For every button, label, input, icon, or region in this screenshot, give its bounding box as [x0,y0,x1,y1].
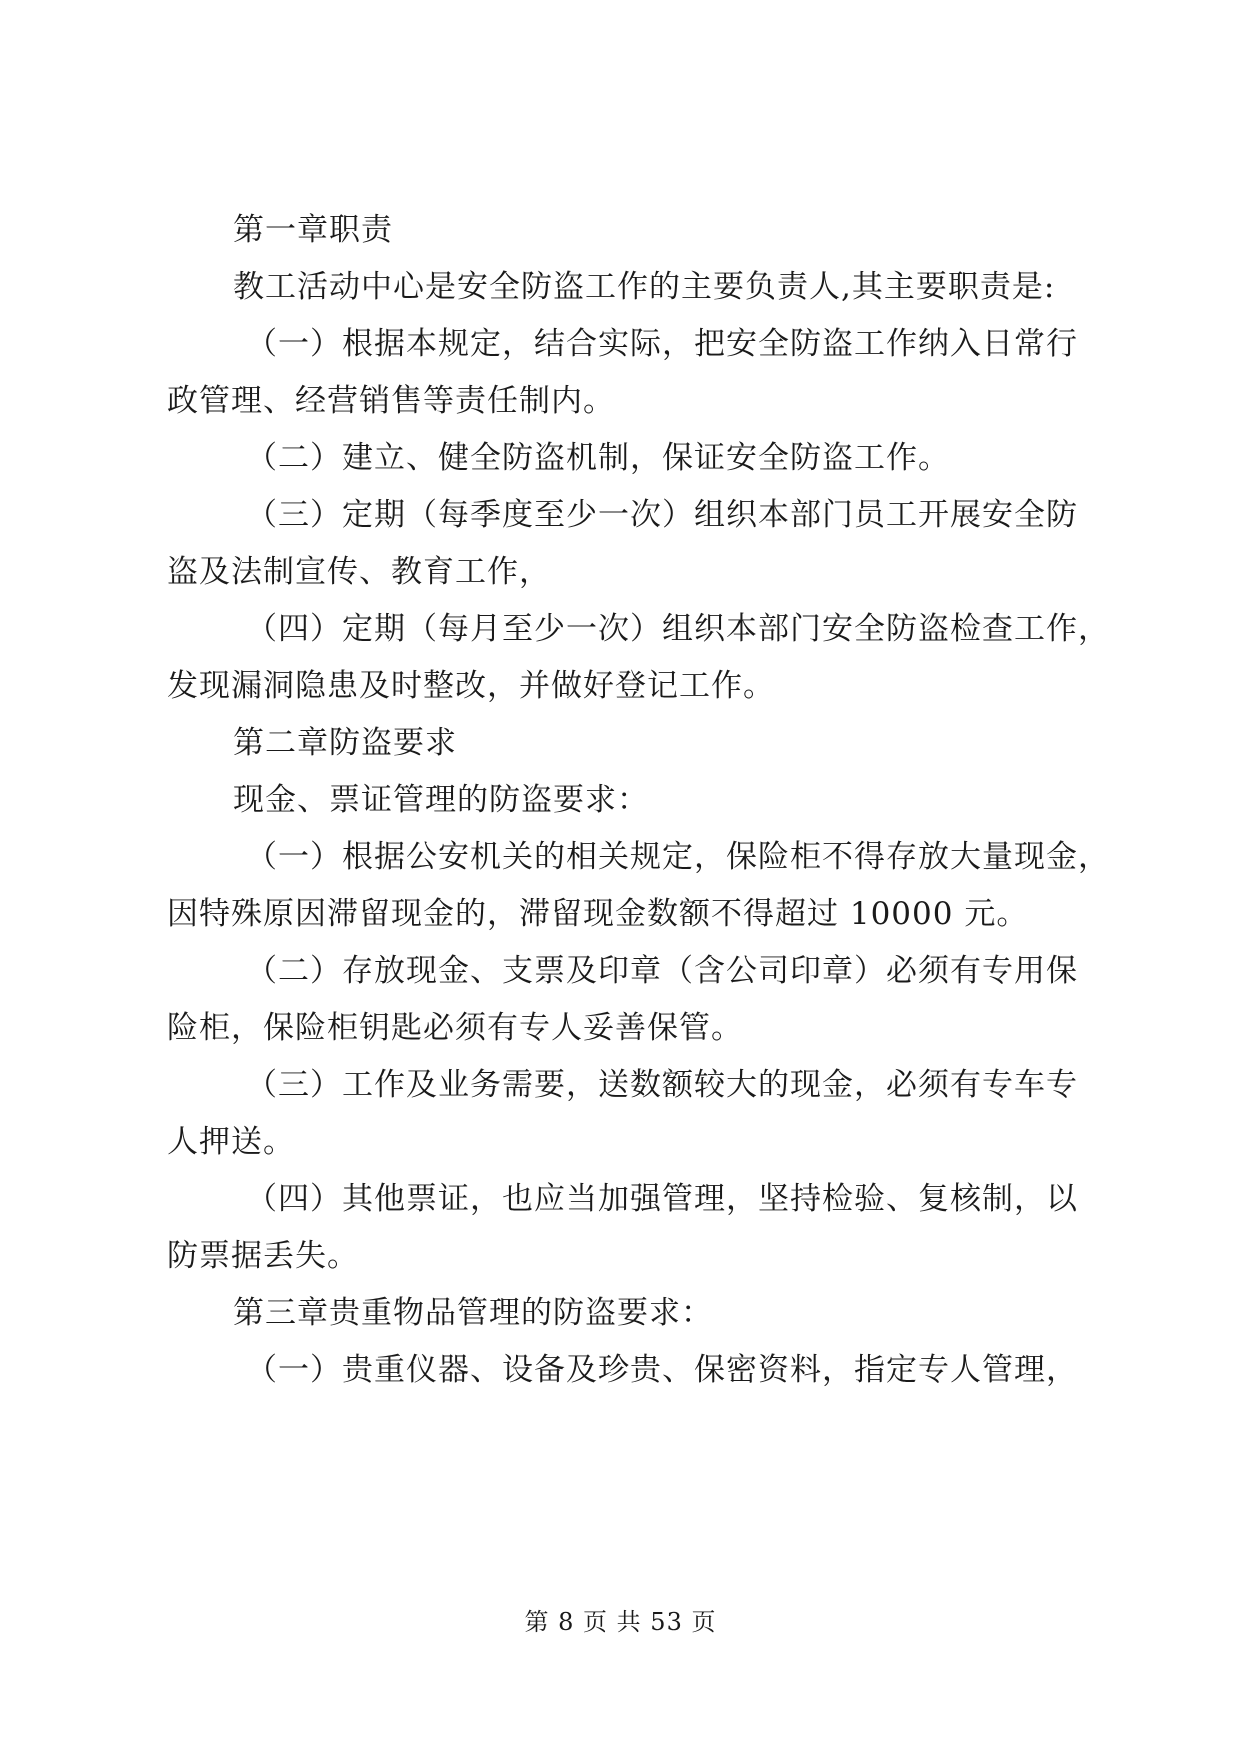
paragraph-line: 盗及法制宣传、教育工作， [167,554,551,590]
paragraph-line: （四）定期（每月至少一次）组织本部门安全防盗检查工作， [246,611,1110,647]
paragraph-line: （一）根据本规定，结合实际，把安全防盗工作纳入日常行 [246,326,1078,362]
chapter-heading-1: 第一章职责 [233,212,393,248]
paragraph-line: 因特殊原因滞留现金的，滞留现金数额不得超过 10000 元。 [167,896,1029,932]
paragraph-line: （四）其他票证，也应当加强管理，坚持检验、复核制，以 [246,1181,1078,1217]
paragraph-line: （三）工作及业务需要，送数额较大的现金，必须有专车专 [246,1067,1078,1103]
paragraph-line: （三）定期（每季度至少一次）组织本部门员工开展安全防 [246,497,1078,533]
paragraph-line: （一）根据公安机关的相关规定，保险柜不得存放大量现金， [246,839,1110,875]
paragraph-line: 险柜，保险柜钥匙必须有专人妥善保管。 [167,1010,743,1046]
paragraph-line: （二）建立、健全防盗机制，保证安全防盗工作。 [246,440,950,476]
paragraph-line: （二）存放现金、支票及印章（含公司印章）必须有专用保 [246,953,1078,989]
paragraph-line: 现金、票证管理的防盗要求： [233,782,649,818]
paragraph-line: 政管理、经营销售等责任制内。 [167,383,615,419]
paragraph-line: 发现漏洞隐患及时整改，并做好登记工作。 [167,668,775,704]
chapter-heading-2: 第二章防盗要求 [233,725,457,761]
chapter-heading-3: 第三章贵重物品管理的防盗要求： [233,1295,713,1331]
page-number-footer: 第 8 页 共 53 页 [524,1608,717,1636]
paragraph-line: （一）贵重仪器、设备及珍贵、保密资料，指定专人管理， [246,1352,1078,1388]
paragraph-line: 教工活动中心是安全防盗工作的主要负责人,其主要职责是: [233,269,1056,305]
paragraph-line: 防票据丢失。 [167,1238,359,1274]
paragraph-line: 人押送。 [167,1124,295,1160]
